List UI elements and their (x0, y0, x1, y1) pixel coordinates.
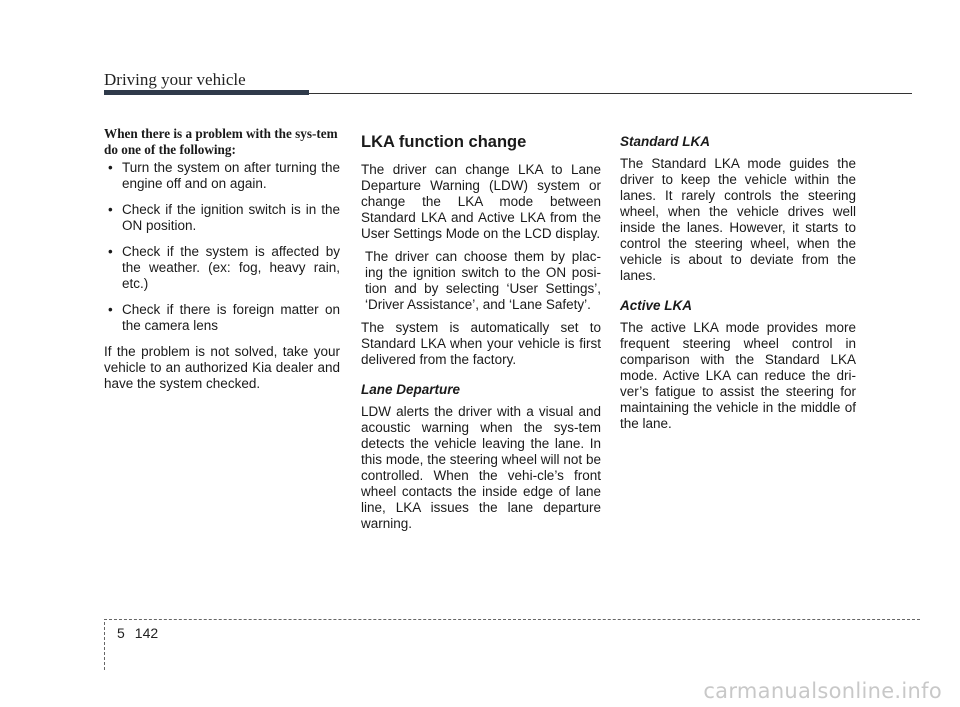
column-troubleshooting (104, 126, 340, 399)
subheading-standard-lka: Standard LKA (620, 134, 711, 149)
footer-divider (104, 622, 105, 670)
list-item: • Turn the system on after turning the engine off and on again. (104, 160, 340, 192)
paragraph: The system is automatically set to Standard LKA when your vehicle is first delivered from the factory. (361, 320, 601, 367)
troubleshooting-closing: If the problem is not solved, take your vehicle to an authorized Kia dealer and have the system checked. (104, 344, 340, 391)
chapter-number: 5 (117, 625, 125, 641)
watermark: carmanualsonline.info (703, 679, 942, 703)
paragraph: The Standard LKA mode guides the driver to keep the vehicle within the lanes. It rarely controls the steering wheel, when the vehicle drives well inside the lanes. However, it starts to control the steering wheel, when the vehicle is about to deviate from the lanes. (620, 156, 856, 283)
list-item: • Check if the system is affected by the weather. (ex: fog, heavy rain, etc.) (104, 244, 340, 292)
list-item: • Check if there is foreign matter on the camera lens (104, 302, 340, 334)
subheading-lane-departure: Lane Departure (361, 382, 461, 397)
list-item: • Check if the ignition switch is in the ON position. (104, 202, 340, 234)
paragraph: The active LKA mode provides more frequent steering wheel control in comparison with the Standard LKA mode. Active LKA can reduce the dri-ver’s fatigue to assist the steering for maintaining the vehicle in the middle of the lane. (620, 320, 856, 431)
subheading-active-lka: Active LKA (620, 298, 693, 313)
column-lka-function-change (361, 132, 601, 539)
troubleshooting-lead: When there is a problem with the sys-tem do one of the following: (104, 126, 338, 157)
page-header-title: Driving your vehicle (104, 70, 246, 89)
page-number-value: 142 (134, 625, 159, 641)
header-accent-bar (104, 90, 309, 95)
paragraph: LDW alerts the driver with a visual and acoustic warning when the sys-tem detects the vehicle leaving the lane. In this mode, the steering wheel will not be controlled. When the vehi-cle’s front wheel contacts the inside edge of lane line, LKA issues the lane departure warning. (361, 404, 601, 531)
paragraph: The driver can choose them by plac-ing the ignition switch to the ON posi-tion and by selecting ‘User Settings’, ‘Driver Assistance’, and ‘Lane Safety’. (365, 249, 601, 312)
section-heading: LKA function change (361, 133, 527, 151)
troubleshooting-list (104, 160, 340, 334)
column-lka-modes (620, 132, 856, 439)
page-number (117, 625, 158, 641)
footer-rule (104, 619, 920, 620)
paragraph: The driver can change LKA to Lane Departure Warning (LDW) system or change the LKA mode between Standard LKA and Active LKA from the User Settings Mode on the LCD display. (361, 162, 601, 241)
